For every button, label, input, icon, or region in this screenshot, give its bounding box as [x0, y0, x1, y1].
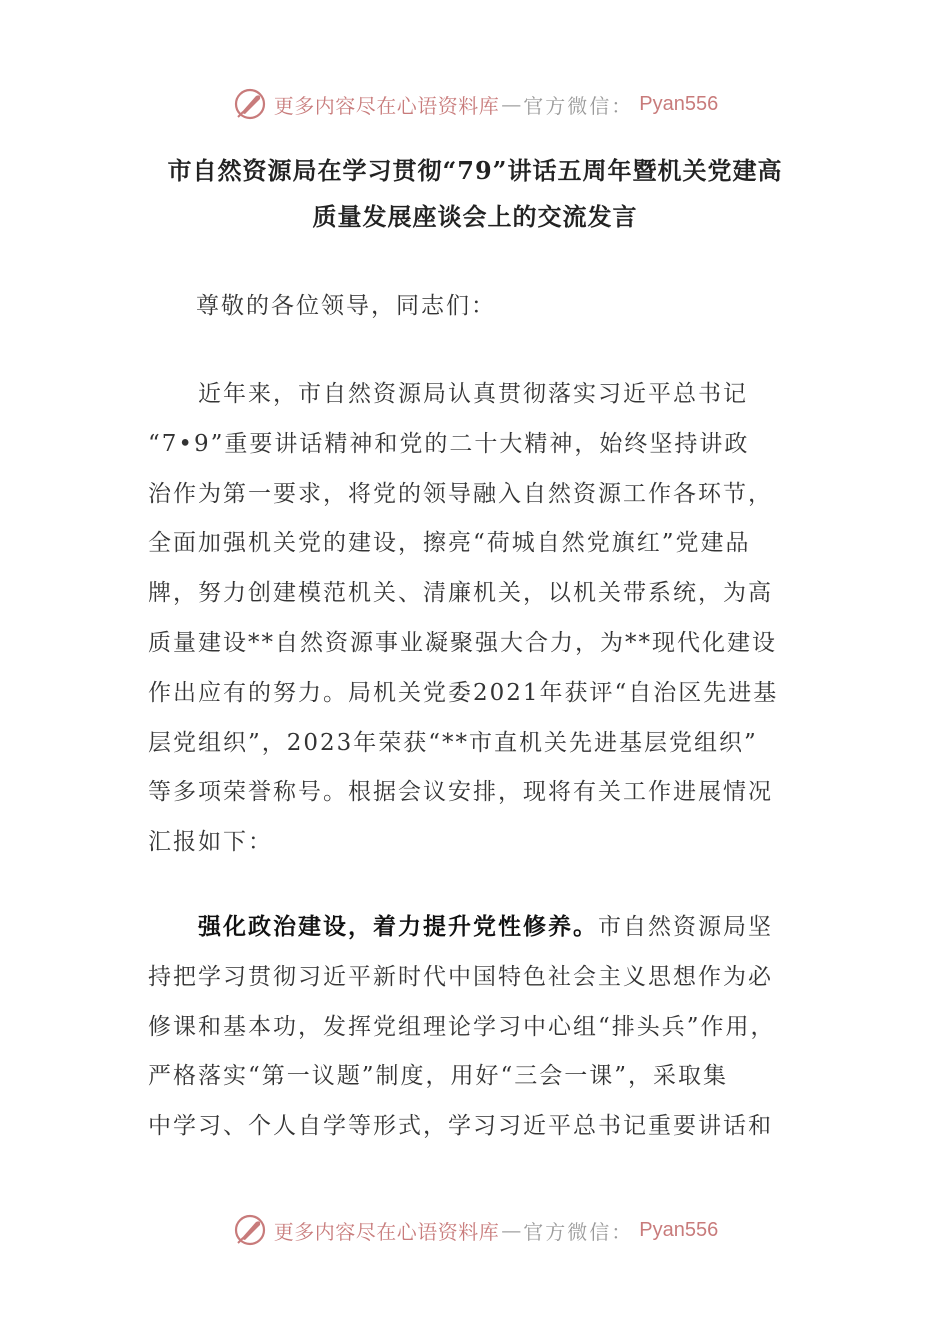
banner-brand: 更多内容尽在心语资料库: [273, 93, 500, 118]
para2-first-rest: 市自然资源局坚: [598, 914, 773, 940]
para1-line: 治作为第一要求，将党的领导融入自然资源工作各环节，: [148, 480, 773, 507]
quill-logo-icon: [232, 1212, 268, 1248]
paragraph-political-building: [148, 902, 798, 1152]
banner-wechat-id: Pyan556: [639, 92, 719, 115]
header-banner: [0, 80, 950, 128]
para2-line: 修课和基本功，发挥党组理论学习中心组“排头兵”作用，: [148, 1013, 776, 1040]
para1-line: 近年来，市自然资源局认真贯彻落实习近平总书记: [198, 381, 748, 407]
para1-line: “7•9”重要讲话精神和党的二十大精神，始终坚持讲政: [148, 430, 750, 457]
greeting: 尊敬的各位领导，同志们：: [196, 293, 496, 319]
banner-wechat-id: Pyan556: [639, 1218, 719, 1241]
banner-brand: 更多内容尽在心语资料库: [273, 1219, 500, 1244]
title-line-2: 质量发展座谈会上的交流发言: [312, 202, 638, 231]
banner-official: 官方微信：: [523, 1219, 634, 1244]
para1-line: 层党组织”，2023年荣获“**市直机关先进基层党组织”: [148, 729, 758, 756]
para2-line: 严格落实“第一议题”制度，用好“三会一课”，采取集: [148, 1063, 729, 1090]
banner-dash: —: [501, 1218, 522, 1242]
para1-line: 汇报如下：: [148, 829, 273, 856]
para2-line: 持把学习贯彻习近平新时代中国特色社会主义思想作为必: [148, 963, 773, 990]
document-title: [150, 148, 800, 240]
footer-banner: [0, 1206, 950, 1254]
quill-logo-icon: [232, 86, 268, 122]
para1-line: 牌，努力创建模范机关、清廉机关，以机关带系统，为高: [148, 580, 773, 607]
para2-line: 中学习、个人自学等形式，学习习近平总书记重要讲话和: [148, 1113, 773, 1140]
para2-first-line: [148, 902, 798, 953]
paragraph-intro: [148, 370, 798, 868]
para1-line: 作出应有的努力。局机关党委2021年获评“自治区先进基: [148, 679, 779, 706]
section-heading: 强化政治建设，着力提升党性修养。: [198, 913, 598, 940]
para1-line: 全面加强机关党的建设，擦亮“荷城自然党旗红”党建品: [148, 530, 751, 557]
para1-line: 等多项荣誉称号。根据会议安排，现将有关工作进展情况: [148, 779, 773, 806]
banner-official: 官方微信：: [523, 93, 634, 118]
title-line-1: 市自然资源局在学习贯彻“79”讲话五周年暨机关党建高: [167, 156, 783, 185]
banner-dash: —: [501, 92, 522, 116]
para1-line: 质量建设**自然资源事业凝聚强大合力，为**现代化建设: [148, 629, 777, 656]
